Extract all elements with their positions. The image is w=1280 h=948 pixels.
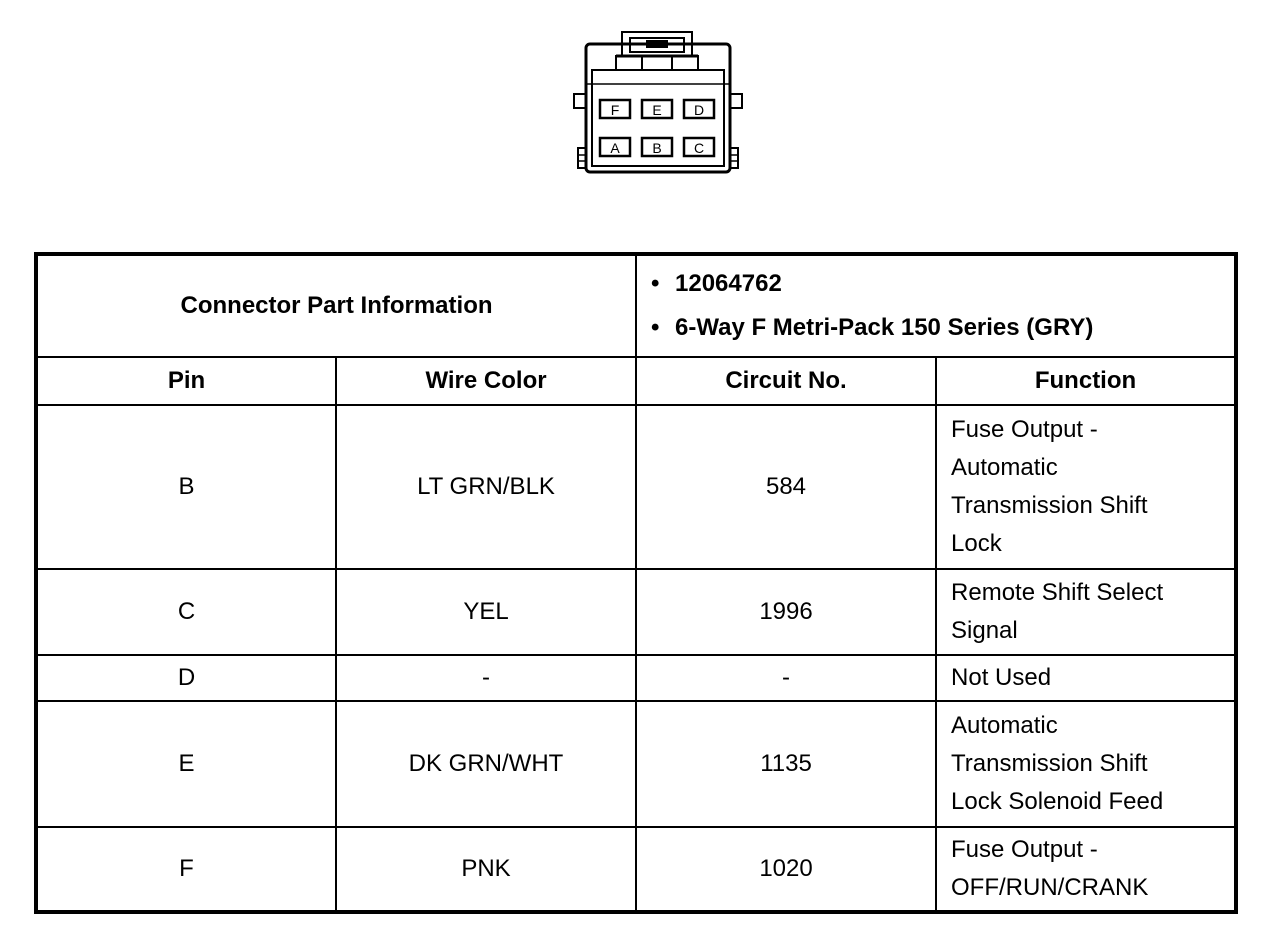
part-info-row [36, 254, 1236, 357]
function-cell [936, 827, 1236, 912]
header-circuit: Circuit No. [636, 357, 936, 405]
function-line: Automatic [951, 712, 1058, 739]
function-cell [936, 569, 1236, 655]
pin-cavity [642, 138, 672, 156]
pin-cavity [600, 138, 630, 156]
function-line: Transmission Shift [951, 750, 1148, 777]
pin-cell: B [36, 405, 336, 569]
part-info-label: Connector Part Information [36, 254, 636, 357]
connector-pin-table [34, 252, 1238, 914]
table-row [36, 569, 1236, 655]
pin-cavity [600, 100, 630, 118]
part-info-details [636, 254, 1236, 357]
pin-cell: F [36, 827, 336, 912]
pin-cavity [642, 100, 672, 118]
circuit-cell: 1020 [636, 827, 936, 912]
wire-color-cell: DK GRN/WHT [336, 701, 636, 827]
function-line: Transmission Shift [951, 492, 1148, 519]
header-pin: Pin [36, 357, 336, 405]
pin-cavity [684, 138, 714, 156]
table-row [36, 655, 1236, 701]
function-line: Fuse Output - [951, 416, 1098, 443]
table-row [36, 827, 1236, 912]
function-cell [936, 701, 1236, 827]
function-line: Lock [951, 530, 1002, 557]
header-function: Function [936, 357, 1236, 405]
wire-color-cell: YEL [336, 569, 636, 655]
wire-color-cell: PNK [336, 827, 636, 912]
circuit-cell: 584 [636, 405, 936, 569]
function-line: Signal [951, 617, 1018, 644]
part-number: • 12064762 [649, 262, 1234, 306]
function-line: OFF/RUN/CRANK [951, 874, 1149, 901]
function-line: Remote Shift Select [951, 579, 1164, 606]
function-line: Automatic [951, 454, 1058, 481]
function-line: Lock Solenoid Feed [951, 788, 1164, 815]
function-line: Not Used [951, 664, 1052, 691]
pin-label: C [693, 140, 705, 156]
table-row [36, 405, 1236, 569]
pin-label: A [610, 140, 620, 156]
pin-cavity [684, 100, 714, 118]
wire-color-cell: LT GRN/BLK [336, 405, 636, 569]
function-line: Fuse Output - [951, 836, 1098, 863]
function-cell [936, 655, 1236, 701]
pin-cell: C [36, 569, 336, 655]
table-row [36, 701, 1236, 827]
pin-cell: E [36, 701, 336, 827]
header-row [36, 357, 1236, 405]
circuit-cell: - [636, 655, 936, 701]
circuit-cell: 1996 [636, 569, 936, 655]
part-description: • 6-Way F Metri-Pack 150 Series (GRY) [649, 306, 1234, 350]
header-wire-color: Wire Color [336, 357, 636, 405]
pin-label: D [693, 102, 705, 118]
pin-label: B [652, 140, 662, 156]
function-cell [936, 405, 1236, 569]
pin-label: E [652, 102, 662, 118]
pin-label: F [610, 102, 620, 118]
connector-face-diagram [570, 28, 746, 178]
wire-color-cell: - [336, 655, 636, 701]
pin-cell: D [36, 655, 336, 701]
circuit-cell: 1135 [636, 701, 936, 827]
